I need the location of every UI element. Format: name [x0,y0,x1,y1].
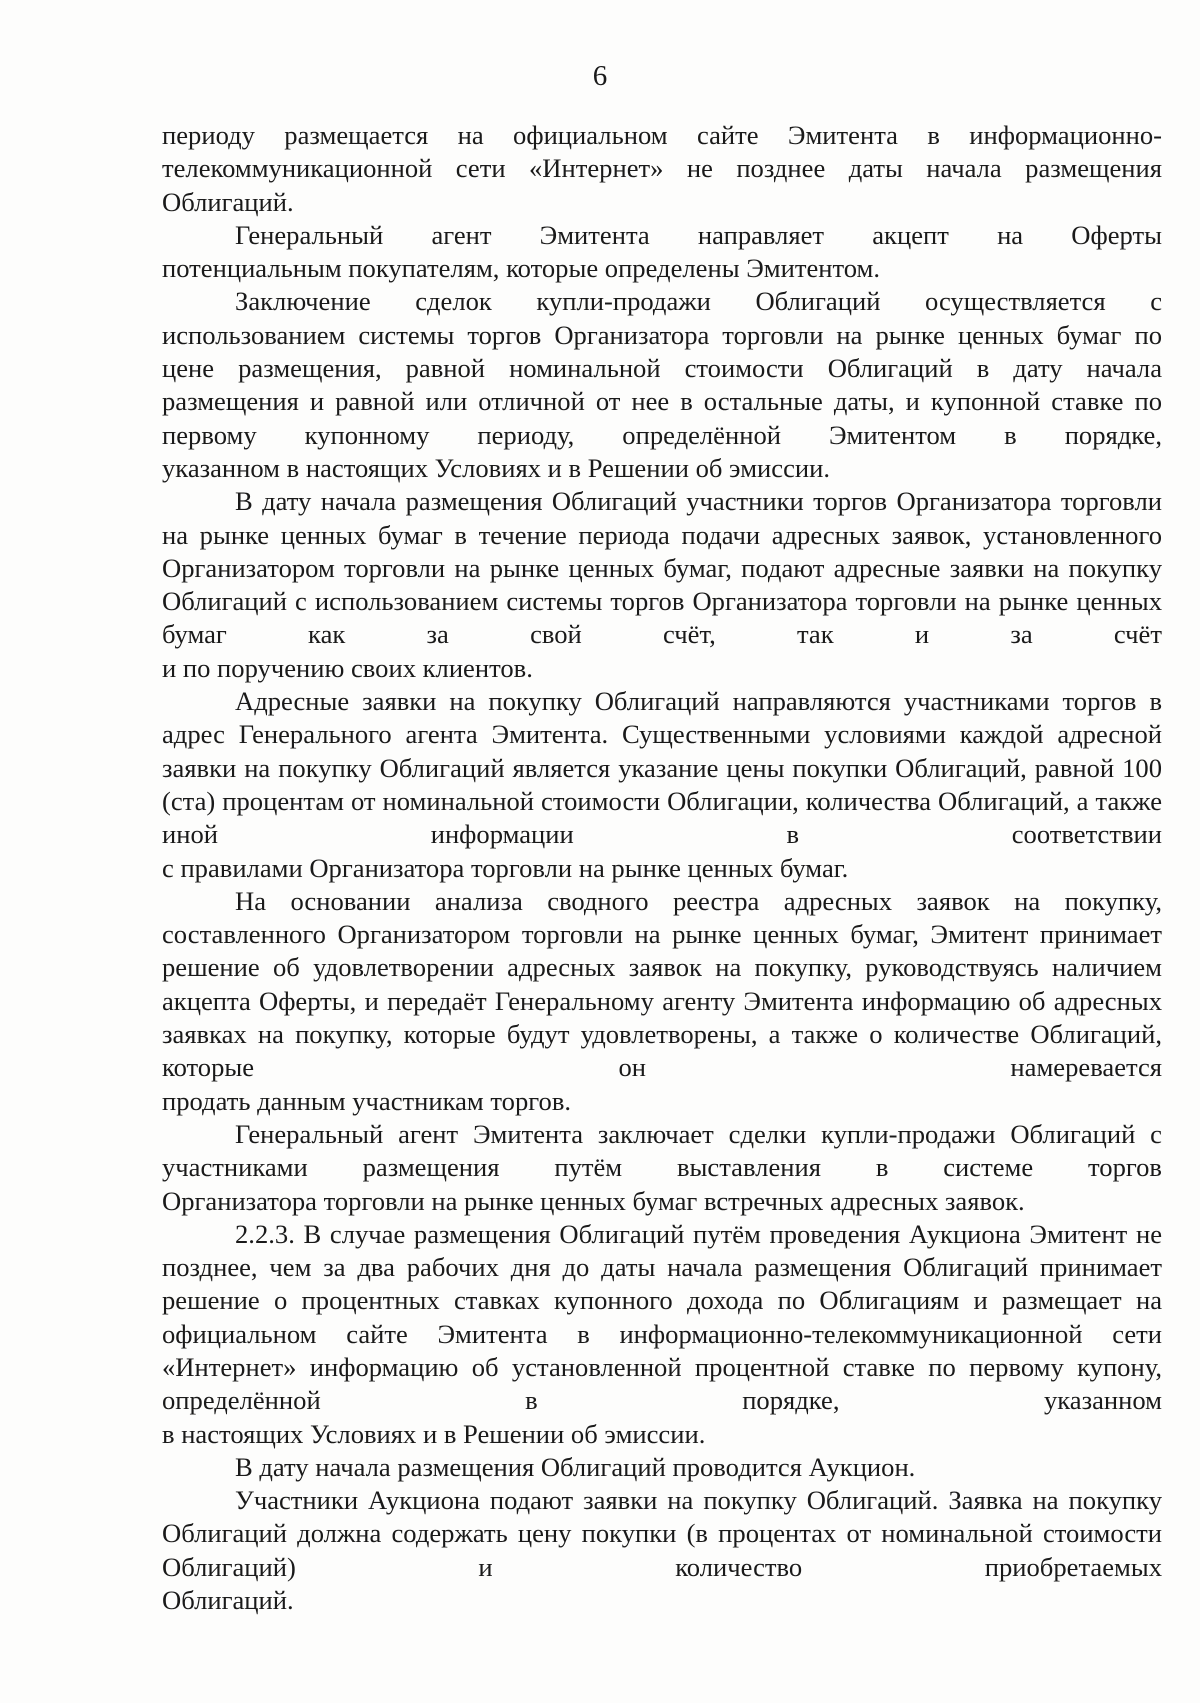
paragraph-1-last-line: Облигаций. [162,186,294,217]
paragraph-10-text: Участники Аукциона подают заявки на покупку Облигаций. Заявка на покупку Облигаций должна содержать цену покупки (в процентах от номинальной стоимости Облигаций) и количество приобретаемых [162,1485,1162,1582]
paragraph-9 [162,1451,1162,1484]
paragraph-9-text: В дату начала размещения Облигаций проводится Аукцион. [235,1451,916,1482]
paragraph-4-text: В дату начала размещения Облигаций участники торгов Организатора торговли на рынке ценных бумаг в течение периода подачи адресных заявок, установленного Организатором торговли на рынке ценных бумаг, подают адресные заявки на покупку Облигаций с использованием системы торгов Организатора торговли на рынке ценных бумаг как за свой счёт, так и за счёт [162,486,1162,650]
paragraph-8-last-line: в настоящих Условиях и в Решении об эмиссии. [162,1418,706,1449]
paragraph-1 [162,119,1162,219]
paragraph-1-text: периоду размещается на официальном сайте Эмитента в информационно-телекоммуникационной сети «Интернет» не позднее даты начала размещения [162,120,1162,184]
paragraph-6 [162,885,1162,1118]
page-number: 6 [592,60,608,92]
paragraph-4 [162,485,1162,685]
paragraph-6-text: На основании анализа сводного реестра адресных заявок на покупку, составленного Организатором торговли на рынке ценных бумаг, Эмитент принимает решение об удовлетворении адресных заявок на покупку, руководствуясь наличием акцепта Оферты, и передаёт Генеральному агенту Эмитента информацию об адресных заявках на покупку, которые будут удовлетворены, а также о количестве Облигаций, которые он намеревается [162,885,1162,1083]
paragraph-7-last-line: Организатора торговли на рынке ценных бумаг встречных адресных заявок. [162,1185,1025,1216]
paragraph-4-last-line: и по поручению своих клиентов. [162,652,533,683]
paragraph-8-text: 2.2.3. В случае размещения Облигаций путём проведения Аукциона Эмитент не позднее, чем за два рабочих дня до даты начала размещения Облигаций принимает решение о процентных ставках купонного дохода по Облигациям и размещает на официальном сайте Эмитента в информационно-телекоммуникационной сети «Интернет» информацию об установленной процентной ставке по первому купону, определённой в порядке, указанном [162,1218,1162,1416]
paragraph-7-text: Генеральный агент Эмитента заключает сделки купли-продажи Облигаций с участниками размещения путём выставления в системе торгов [162,1118,1162,1183]
paragraph-7 [162,1118,1162,1218]
paragraph-3-last-line: указанном в настоящих Условиях и в Решении об эмиссии. [162,452,831,483]
paragraph-2 [162,219,1162,286]
paragraph-2-text: Генеральный агент Эмитента направляет акцепт на Оферты [235,219,1162,250]
paragraph-3 [162,285,1162,485]
paragraph-8 [162,1218,1162,1451]
paragraph-5-last-line: с правилами Организатора торговли на рынке ценных бумаг. [162,852,849,883]
document-body [162,119,1162,1617]
paragraph-10 [162,1484,1162,1617]
paragraph-6-last-line: продать данным участникам торгов. [162,1085,572,1116]
paragraph-10-last-line: Облигаций. [162,1585,294,1616]
paragraph-3-text: Заключение сделок купли-продажи Облигаций осуществляется с использованием системы торгов Организатора торговли на рынке ценных бумаг по цене размещения, равной номинальной стоимости Облигаций в дату начала размещения и равной или отличной от нее в остальные даты, и купонной ставке по первому купонному периоду, определённой Эмитентом в порядке, [162,286,1162,450]
paragraph-2-last-line: потенциальным покупателям, которые определены Эмитентом. [162,253,881,284]
paragraph-5-text: Адресные заявки на покупку Облигаций направляются участниками торгов в адрес Генерального агента Эмитента. Существенными условиями каждой адресной заявки на покупку Облигаций является указание цены покупки Облигаций, равной 100 (ста) процентам от номинальной стоимости Облигации, количества Облигаций, а также иной информации в соответствии [162,686,1162,850]
paragraph-5 [162,685,1162,885]
